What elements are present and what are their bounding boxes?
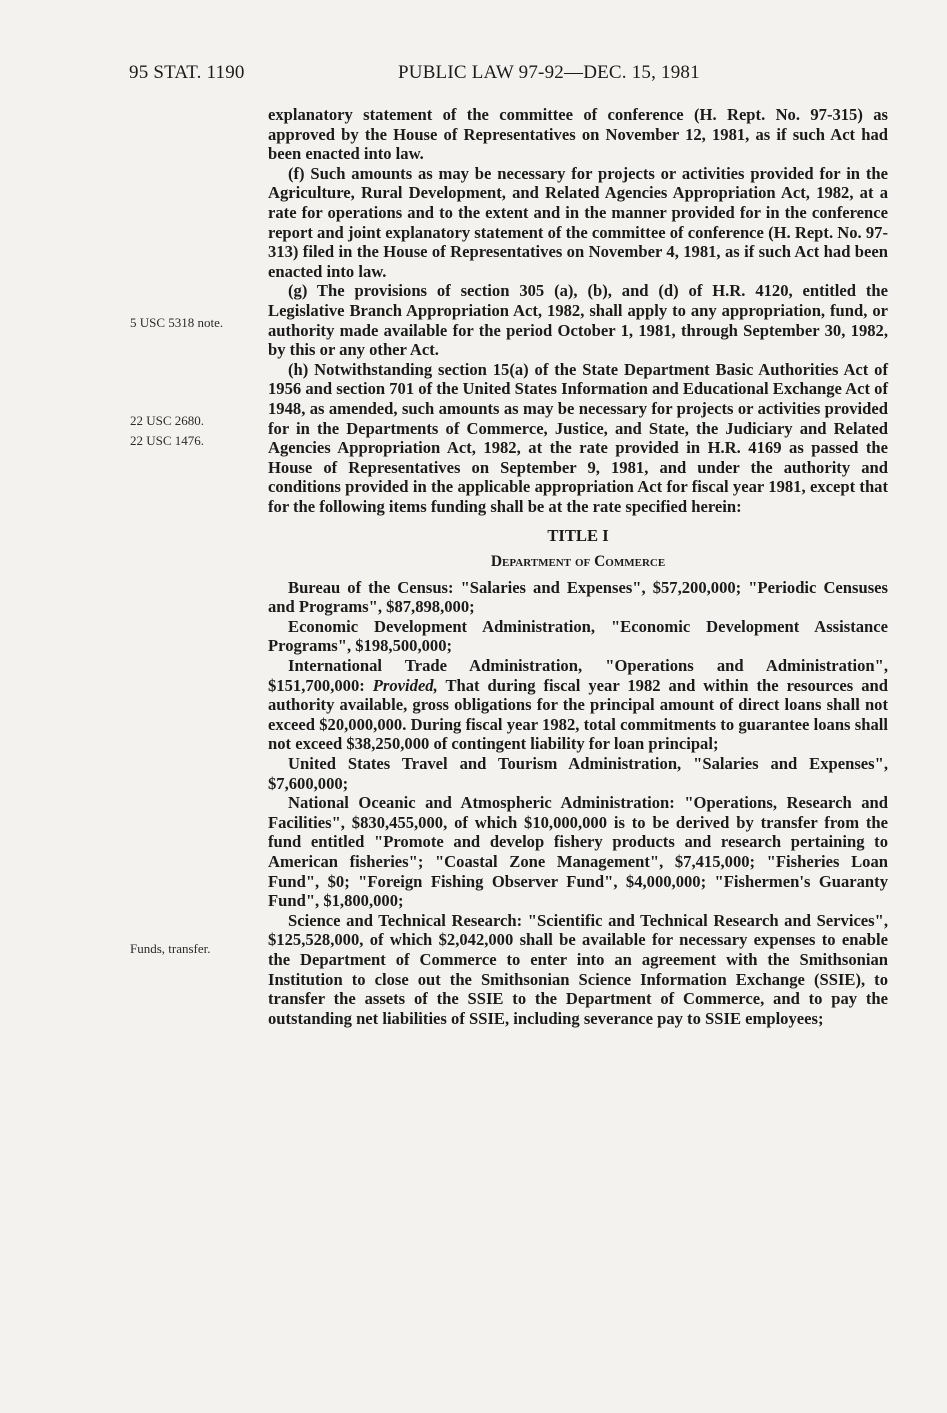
running-header: PUBLIC LAW 97-92—DEC. 15, 1981 <box>398 62 700 83</box>
margin-note-2680: 22 USC 2680. <box>130 413 205 428</box>
paragraph-eda: Economic Development Administration, "Economic Development Assistance Programs", $198,500,000; <box>268 616 888 656</box>
margin-note-5318: 5 USC 5318 note. <box>130 315 224 330</box>
paragraph-continuation: explanatory statement of the committee of conference (H. Rept. No. 97-315) as approved by the House of Representatives on November 12, 1981, as if such Act had been enacted into law. <box>268 105 888 164</box>
ita-text-b: That during fiscal year 1982 and within the resources and authority available, gross obligations for the principal amount of direct loans shall not exceed $20,000,000. During fiscal year 1982, total commitments to guarantee loans shall not exceed $38,250,000 of contingent liability for loan principal; <box>268 675 888 754</box>
paragraph-census: Bureau of the Census: "Salaries and Expenses", $57,200,000; "Periodic Censuses and Programs", $87,898,000; <box>268 577 888 617</box>
paragraph-h: (h) Notwithstanding section 15(a) of the State Department Basic Authorities Act of 1956 and section 701 of the United States Information and Educational Exchange Act of 1948, as amended, such amounts as may be necessary for projects or activities provided for in the Departments of Commerce, Justice, and State, the Judiciary and Related Agencies Appropriation Act, 1982, at the rate provided in H.R. 4169 as passed the House of Representatives on September 9, 1981, and under the authority and conditions provided in the applicable appropriation Act for fiscal year 1981, except that for the following items funding shall be at the rate specified herein: <box>268 359 888 516</box>
paragraph-travel: United States Travel and Tourism Administration, "Salaries and Expenses", $7,600,000; <box>268 754 888 793</box>
ita-text-a: International Trade Administration, "Operations and Administration", $151,700,000: <box>268 656 888 695</box>
stat-citation: 95 STAT. 1190 <box>129 62 245 83</box>
paragraph-noaa: National Oceanic and Atmospheric Administration: "Operations, Research and Facilities", $830,455,000, of which $10,000,000 is to be derived by transfer from the fund entitled "Promote and develop fishery products and research pertaining to American fisheries"; "Coastal Zone Management", $7,415,000; "Fisheries Loan Fund", $0; "Foreign Fishing Observer Fund", $4,000,000; "Fishermen's Guaranty Fund", $1,800,000; <box>268 793 888 911</box>
paragraph-science: Science and Technical Research: "Scientific and Technical Research and Services", $125,528,000, of which $2,042,000 shall be available for necessary expenses to enable the Department of Commerce to enter into an agreement with the Smithsonian Institution to close out the Smithsonian Science Information Exchange (SSIE), to transfer the assets of the SSIE to the Department of Commerce, and to pay the outstanding net liabilities of SSIE, including severance pay to SSIE employees; <box>268 910 888 1028</box>
paragraph-ita <box>268 656 888 754</box>
margin-note-funds-transfer: Funds, transfer. <box>130 941 211 956</box>
margin-note-1476: 22 USC 1476. <box>130 433 205 448</box>
paragraph-g: (g) The provisions of section 305 (a), (b), and (d) of H.R. 4120, entitled the Legislative Branch Appropriation Act, 1982, shall apply to any appropriation, fund, or authority made available for the period October 1, 1981, through September 30, 1982, by this or any other Act. <box>268 281 888 360</box>
ita-provided: Provided, <box>372 675 438 695</box>
department-heading: Department of Commerce <box>490 553 666 571</box>
body-text <box>268 105 888 1028</box>
paragraph-f: (f) Such amounts as may be necessary for projects or activities provided for in the Agriculture, Rural Development, and Related Agencies Appropriation Act, 1982, at a rate for operations and to the extent and in the manner provided for in the conference report and joint explanatory statement of the committee of conference (H. Rept. No. 97-313) filed in the House of Representatives on November 4, 1981, as if such Act had been enacted into law. <box>268 163 888 281</box>
title-heading: TITLE I <box>547 526 609 546</box>
